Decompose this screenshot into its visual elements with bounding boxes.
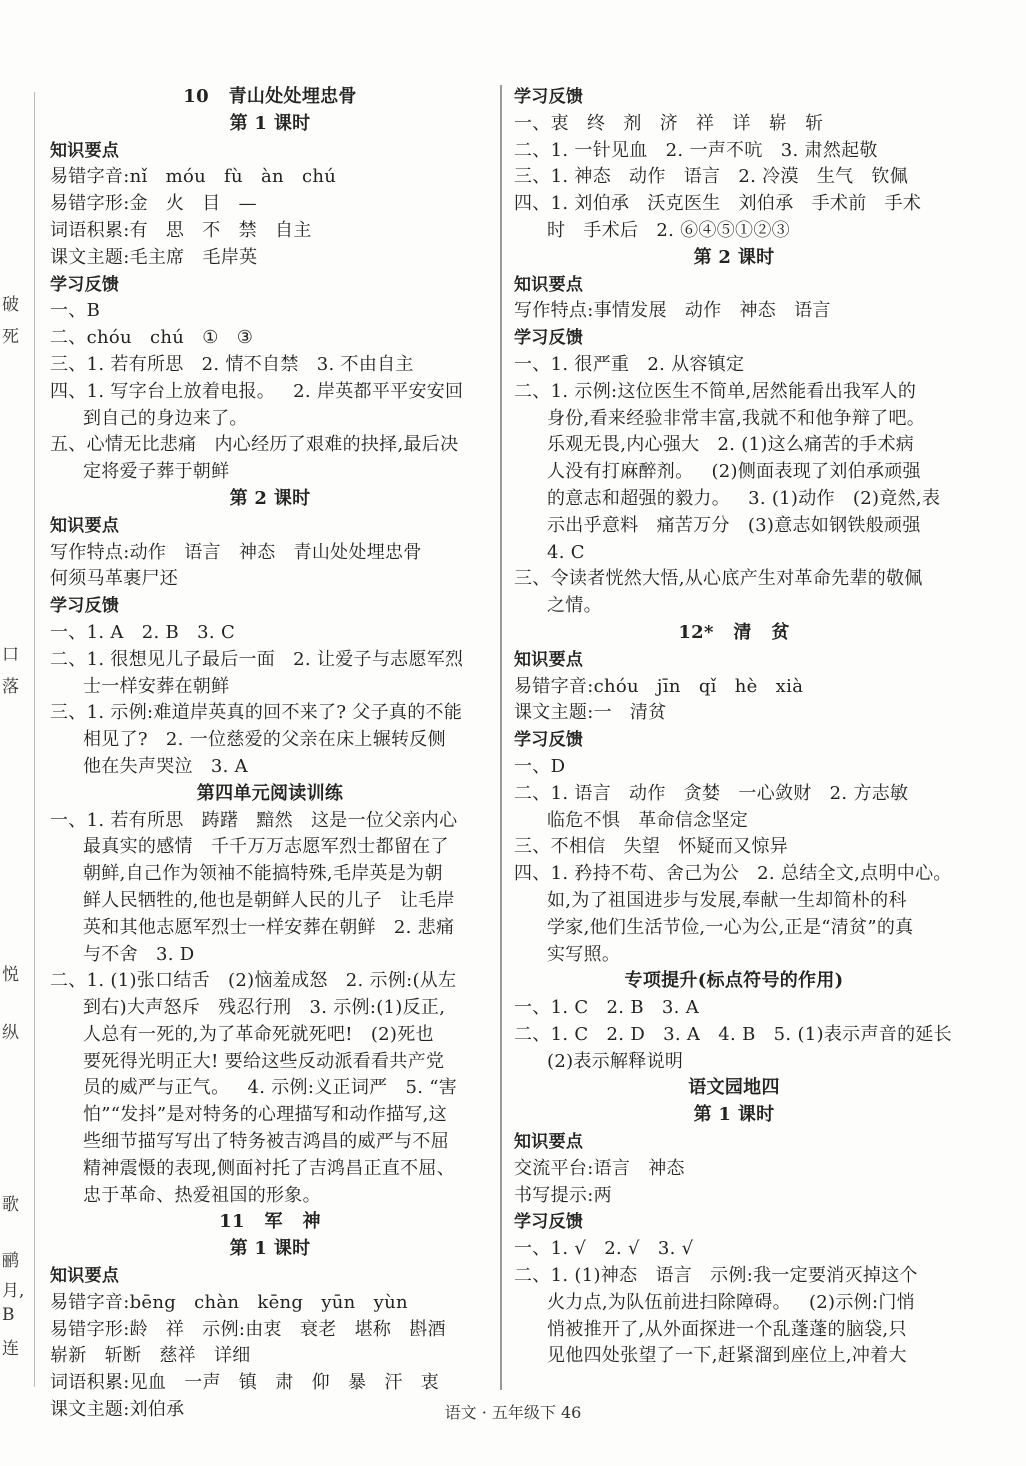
section-heading: 学习反馈 bbox=[514, 1212, 584, 1233]
margin-fragment: 落 bbox=[2, 677, 19, 697]
answer-line: 临危不惧 革命信念坚定 bbox=[547, 809, 749, 831]
margin-fragment: B bbox=[2, 1305, 15, 1325]
answer-line: 二、1. 很想见儿子最后一面 2. 让爱子与志愿军烈 bbox=[50, 648, 464, 670]
column-divider bbox=[500, 85, 502, 1390]
answer-line: 易错字音:bēng chàn kēng yūn yùn bbox=[50, 1291, 408, 1313]
margin-fragment: 悦 bbox=[2, 965, 19, 985]
section-heading: 知识要点 bbox=[50, 1266, 120, 1287]
answer-line: 学家,他们生活节俭,一心为公,正是“清贫”的真 bbox=[547, 916, 914, 938]
answer-line: 写作特点:事情发展 动作 神态 语言 bbox=[514, 300, 831, 322]
answer-line: 四、1. 刘伯承 沃克医生 刘伯承 手术前 手术 bbox=[514, 193, 922, 215]
answer-line: 到自己的身边来了。 bbox=[83, 407, 248, 429]
answer-line: 悄被推开了,从外面探进一个乱蓬蓬的脑袋,只 bbox=[547, 1318, 907, 1340]
answer-line: 忠于革命、热爱祖国的形象。 bbox=[83, 1184, 321, 1206]
answer-line: 二、1. 语言 动作 贪婪 一心敛财 2. 方志敏 bbox=[514, 782, 909, 804]
answer-line: 一、B bbox=[50, 300, 101, 322]
answer-line: 到右)大声怒斥 残忍行刑 3. 示例:(1)反正, bbox=[83, 997, 446, 1019]
answer-line: 易错字形:金 火 目 — bbox=[50, 193, 257, 215]
lesson-title: 11 军 神 bbox=[219, 1211, 321, 1233]
answer-line: 五、心情无比悲痛 内心经历了艰难的抉择,最后决 bbox=[50, 434, 459, 456]
left-column bbox=[50, 84, 490, 1424]
answer-line: 词语积累:有 思 不 禁 自主 bbox=[50, 219, 312, 241]
right-column bbox=[514, 84, 954, 1370]
answer-line: 一、D bbox=[514, 755, 566, 777]
answer-line: 三、1. 若有所思 2. 情不自禁 3. 不由自主 bbox=[50, 353, 414, 375]
answer-line: 崭新 斩断 慈祥 详细 bbox=[50, 1345, 251, 1367]
lesson-title: 第 2 课时 bbox=[229, 487, 311, 509]
section-heading: 学习反馈 bbox=[514, 328, 584, 349]
answer-line: 定将爱子葬于朝鲜 bbox=[83, 461, 230, 483]
answer-line: 些细节描写写出了特务被吉鸿昌的威严与不屈 bbox=[83, 1131, 449, 1153]
gutter-line bbox=[34, 92, 35, 1387]
answer-line: 的意志和超强的毅力。 3. (1)动作 (2)竟然,表 bbox=[547, 487, 941, 509]
answer-line: 示出乎意料 痛苦万分 (3)意志如钢铁般顽强 bbox=[547, 514, 921, 536]
answer-line: 一、1. √ 2. √ 3. √ bbox=[514, 1238, 694, 1260]
answer-line: 一、1. C 2. B 3. A bbox=[514, 997, 700, 1019]
section-heading: 学习反馈 bbox=[50, 274, 120, 295]
answer-line: 书写提示:两 bbox=[514, 1184, 612, 1206]
answer-line: 三、1. 示例:难道岸英真的回不来了? 父子真的不能 bbox=[50, 702, 463, 724]
section-heading: 知识要点 bbox=[50, 515, 120, 536]
section-heading: 学习反馈 bbox=[514, 730, 584, 751]
lesson-title: 第 1 课时 bbox=[229, 1238, 311, 1260]
answer-line: 三、令读者恍然大悟,从心底产生对革命先辈的敬佩 bbox=[514, 568, 923, 590]
answer-line: 人没有打麻醉剂。 (2)侧面表现了刘伯承顽强 bbox=[547, 461, 921, 483]
answer-line: 一、1. 若有所思 踌躇 黯然 这是一位父亲内心 bbox=[50, 809, 458, 831]
lesson-title: 第 1 课时 bbox=[229, 112, 311, 134]
answer-line: 怕”“发抖”是对特务的心理描写和动作描写,这 bbox=[83, 1104, 447, 1126]
answer-line: 他在失声哭泣 3. A bbox=[83, 755, 248, 777]
answer-line: 朝鲜,自己作为领袖不能搞特殊,毛岸英是为朝 bbox=[83, 863, 443, 885]
answer-line: 一、1. A 2. B 3. C bbox=[50, 621, 236, 643]
answer-line: 二、1. 一针见血 2. 一声不吭 3. 肃然起敬 bbox=[514, 139, 878, 161]
answer-line: 易错字音:chóu jīn qǐ hè xià bbox=[514, 675, 804, 697]
answer-line: 见他四处张望了一下,赶紧溜到座位上,冲着大 bbox=[547, 1345, 907, 1367]
lesson-title: 第 2 课时 bbox=[693, 246, 775, 268]
answer-line: 三、不相信 失望 怀疑而又惊异 bbox=[514, 836, 789, 858]
lesson-title: 第 1 课时 bbox=[693, 1104, 775, 1126]
answer-line: 四、1. 矜持不苟、舍己为公 2. 总结全文,点明中心。 bbox=[514, 863, 952, 885]
answer-line: 4. C bbox=[547, 541, 585, 563]
section-heading: 知识要点 bbox=[514, 649, 584, 670]
lesson-title: 12* 清 贫 bbox=[678, 621, 790, 643]
margin-fragment: 破 bbox=[2, 295, 19, 315]
answer-line: 词语积累:见血 一声 镇 肃 仰 暴 汗 衷 bbox=[50, 1372, 440, 1394]
section-heading: 知识要点 bbox=[514, 274, 584, 295]
answer-line: 课文主题:一 清贫 bbox=[514, 702, 667, 724]
answer-line: 二、1. (1)神态 语言 示例:我一定要消灭掉这个 bbox=[514, 1265, 918, 1287]
answer-line: 身份,看来经验非常丰富,我就不和他争辩了吧。 bbox=[547, 407, 926, 429]
margin-fragment: 歌 bbox=[2, 1195, 19, 1215]
answer-line: 二、1. C 2. D 3. A 4. B 5. (1)表示声音的延长 bbox=[514, 1023, 952, 1045]
answer-line: 四、1. 写字台上放着电报。 2. 岸英都平平安安回 bbox=[50, 380, 464, 402]
answer-line: 与不舍 3. D bbox=[83, 943, 195, 965]
answer-line: 如,为了祖国进步与发展,奉献一生却简朴的科 bbox=[547, 889, 907, 911]
section-heading: 知识要点 bbox=[514, 1132, 584, 1153]
answer-line: (2)表示解释说明 bbox=[547, 1050, 684, 1072]
answer-line: 要死得光明正大! 要给这些反动派看看共产党 bbox=[83, 1050, 445, 1072]
answer-line: 鲜人民牺牲的,他也是朝鲜人民的儿子 让毛岸 bbox=[83, 889, 455, 911]
answer-line: 二、1. (1)张口结舌 (2)恼羞成怒 2. 示例:(从左 bbox=[50, 970, 457, 992]
answer-line: 士一样安葬在朝鲜 bbox=[83, 675, 230, 697]
answer-line: 何须马革裹尸还 bbox=[50, 568, 179, 590]
margin-fragment: 死 bbox=[2, 327, 19, 347]
section-heading: 学习反馈 bbox=[50, 596, 120, 617]
answer-line: 易错字形:龄 祥 示例:由衷 衰老 堪称 斟酒 bbox=[50, 1318, 446, 1340]
answer-line: 人总有一死的,为了革命死就死吧! (2)死也 bbox=[83, 1023, 434, 1045]
lesson-title: 语文园地四 bbox=[688, 1077, 780, 1099]
left-margin-fragments bbox=[0, 0, 34, 1466]
answer-line: 精神震慑的表现,侧面衬托了吉鸿昌正直不屈、 bbox=[83, 1157, 456, 1179]
margin-fragment: 鹂 bbox=[2, 1251, 19, 1271]
answer-line: 一、1. 很严重 2. 从容镇定 bbox=[514, 353, 745, 375]
lesson-title: 专项提升(标点符号的作用) bbox=[624, 970, 844, 992]
answer-line: 火力点,为队伍前进扫除障碍。 (2)示例:门悄 bbox=[547, 1291, 915, 1313]
answer-line: 一、衷 终 剂 济 祥 详 崭 斩 bbox=[514, 112, 824, 134]
section-heading: 学习反馈 bbox=[514, 87, 584, 107]
answer-line: 相见了? 2. 一位慈爱的父亲在床上辗转反侧 bbox=[83, 729, 446, 751]
margin-fragment: 纵 bbox=[2, 1023, 19, 1043]
answer-line: 英和其他志愿军烈士一样安葬在朝鲜 2. 悲痛 bbox=[83, 916, 455, 938]
answer-line: 课文主题:毛主席 毛岸英 bbox=[50, 246, 258, 268]
answer-line: 写作特点:动作 语言 神态 青山处处埋忠骨 bbox=[50, 541, 422, 563]
answer-line: 最真实的感情 千千万万志愿军烈士都留在了 bbox=[83, 836, 449, 858]
answer-line: 实写照。 bbox=[547, 943, 621, 965]
answer-line: 乐观无畏,内心强大 2. (1)这么痛苦的手术病 bbox=[547, 434, 915, 456]
answer-line: 三、1. 神态 动作 语言 2. 冷漠 生气 钦佩 bbox=[514, 166, 909, 188]
answer-line: 二、1. 示例:这位医生不简单,居然能看出我军人的 bbox=[514, 380, 917, 402]
lesson-title: 10 青山处处埋忠骨 bbox=[183, 86, 357, 107]
answer-line: 时 手术后 2. ⑥④⑤①②③ bbox=[547, 219, 790, 241]
answer-line: 员的威严与正气。 4. 示例:义正词严 5. “害 bbox=[83, 1077, 458, 1099]
answer-line: 之情。 bbox=[547, 595, 602, 617]
answer-line: 易错字音:nǐ móu fù àn chú bbox=[50, 166, 337, 188]
margin-fragment: 连 bbox=[2, 1339, 19, 1359]
section-heading: 知识要点 bbox=[50, 140, 120, 161]
margin-fragment: 口 bbox=[2, 645, 19, 665]
lesson-title: 第四单元阅读训练 bbox=[196, 782, 344, 804]
answer-line: 交流平台:语言 神态 bbox=[514, 1157, 685, 1179]
answer-line: 二、chóu chú ① ③ bbox=[50, 327, 254, 349]
margin-fragment: 月, bbox=[2, 1281, 25, 1301]
page-footer: 语文 · 五年级下 46 bbox=[444, 1403, 582, 1422]
answer-line: 课文主题:刘伯承 bbox=[50, 1399, 185, 1421]
